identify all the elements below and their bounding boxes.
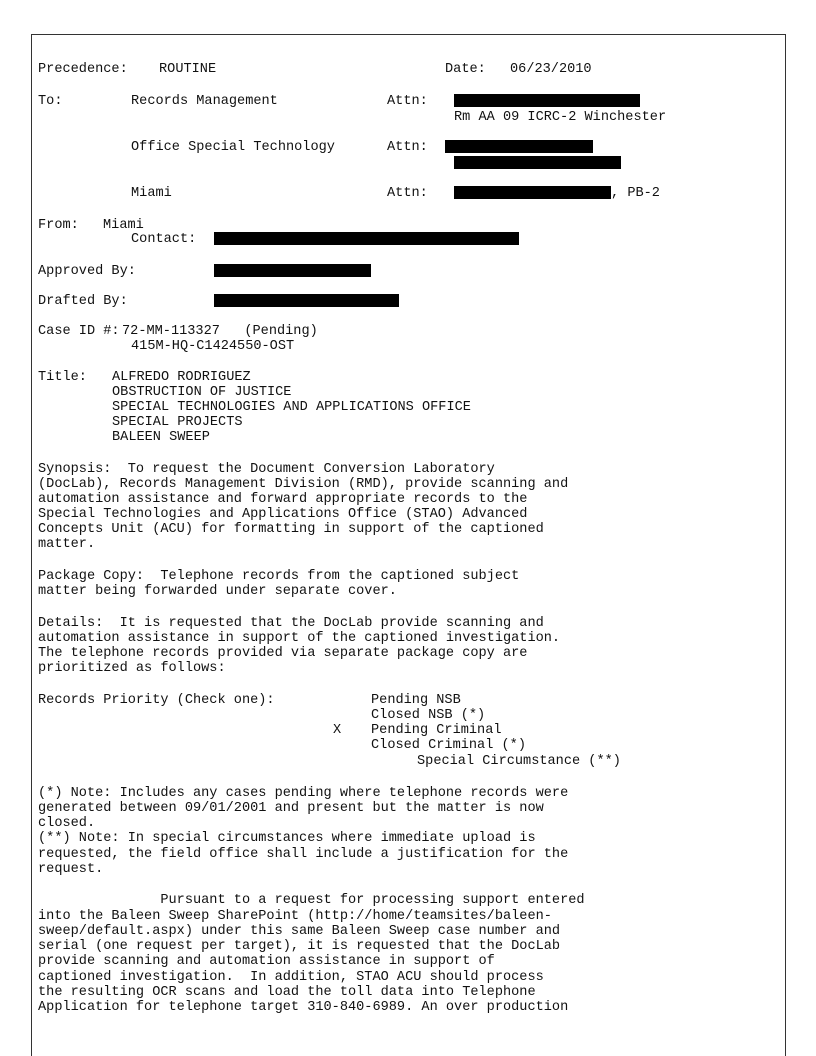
priority-option: Pending NSB bbox=[371, 693, 461, 708]
body-line: serial (one request per target), it is requested that the DocLab bbox=[38, 939, 561, 954]
precedence-value: ROUTINE bbox=[159, 62, 217, 77]
title-line: OBSTRUCTION OF JUSTICE bbox=[112, 385, 292, 400]
priority-option-selected: Pending Criminal bbox=[371, 723, 502, 738]
case-id-label: Case ID #: bbox=[38, 324, 120, 339]
to-recipient-3: Miami bbox=[131, 186, 172, 201]
approved-by-label: Approved By: bbox=[38, 264, 136, 279]
redaction-block bbox=[454, 94, 640, 107]
date-value: 06/23/2010 bbox=[510, 62, 592, 77]
synopsis-line: Synopsis: To request the Document Conversion Laboratory bbox=[38, 462, 495, 477]
title-line: ALFREDO RODRIGUEZ bbox=[112, 370, 251, 385]
case-id-line-1: 72-MM-113327 (Pending) bbox=[122, 324, 318, 339]
redaction-block bbox=[214, 232, 519, 245]
title-line: BALEEN SWEEP bbox=[112, 430, 210, 445]
body-line: Pursuant to a request for processing support entered bbox=[38, 893, 585, 908]
details-line: The telephone records provided via separate package copy are bbox=[38, 646, 528, 661]
synopsis-line: Special Technologies and Applications Office (STAO) Advanced bbox=[38, 507, 528, 522]
from-value: Miami bbox=[103, 218, 144, 233]
package-copy-line: Package Copy: Telephone records from the captioned subject bbox=[38, 569, 520, 584]
package-copy-line: matter being forwarded under separate cover. bbox=[38, 584, 397, 599]
date-label: Date: bbox=[445, 62, 486, 77]
body-line: into the Baleen Sweep SharePoint (http://home/teamsites/baleen- bbox=[38, 909, 552, 924]
records-priority-label: Records Priority (Check one): bbox=[38, 693, 275, 708]
redaction-block bbox=[454, 156, 621, 169]
to-recipient-3-suffix: , PB-2 bbox=[611, 186, 660, 201]
note-line: (**) Note: In special circumstances where immediate upload is bbox=[38, 831, 536, 846]
note-line: (*) Note: Includes any cases pending where telephone records were bbox=[38, 786, 569, 801]
body-line: provide scanning and automation assistance in support of bbox=[38, 954, 495, 969]
redaction-block bbox=[445, 140, 593, 153]
title-line: SPECIAL PROJECTS bbox=[112, 415, 243, 430]
priority-option: Closed Criminal (*) bbox=[371, 738, 526, 753]
synopsis-line: automation assistance and forward appropriate records to the bbox=[38, 492, 528, 507]
redaction-block bbox=[214, 264, 371, 277]
note-line: closed. bbox=[38, 816, 96, 831]
to-label: To: bbox=[38, 94, 63, 109]
details-line: Details: It is requested that the DocLab provide scanning and bbox=[38, 616, 544, 631]
synopsis-line: Concepts Unit (ACU) for formatting in support of the captioned bbox=[38, 522, 544, 537]
precedence-label: Precedence: bbox=[38, 62, 128, 77]
title-line: SPECIAL TECHNOLOGIES AND APPLICATIONS OFFICE bbox=[112, 400, 471, 415]
attn-label-2: Attn: bbox=[387, 140, 428, 155]
body-line: captioned investigation. In addition, STAO ACU should process bbox=[38, 970, 544, 985]
body-line: the resulting OCR scans and load the toll data into Telephone bbox=[38, 985, 536, 1000]
case-id-line-2: 415M-HQ-C1424550-OST bbox=[131, 339, 295, 354]
contact-label: Contact: bbox=[131, 232, 197, 247]
note-line: request. bbox=[38, 862, 104, 877]
to-recipient-1: Records Management bbox=[131, 94, 278, 109]
synopsis-line: (DocLab), Records Management Division (RMD), provide scanning and bbox=[38, 477, 569, 492]
body-line: sweep/default.aspx) under this same Baleen Sweep case number and bbox=[38, 924, 561, 939]
note-line: generated between 09/01/2001 and present but the matter is now bbox=[38, 801, 544, 816]
priority-option: Special Circumstance (**) bbox=[417, 754, 621, 769]
to-recipient-2: Office Special Technology bbox=[131, 140, 335, 155]
title-label: Title: bbox=[38, 370, 87, 385]
priority-check-mark: X bbox=[333, 723, 342, 738]
synopsis-line: matter. bbox=[38, 537, 96, 552]
from-label: From: bbox=[38, 218, 79, 233]
body-line: Application for telephone target 310-840-6989. An over production bbox=[38, 1000, 569, 1015]
to-recipient-1-room: Rm AA 09 ICRC-2 Winchester bbox=[454, 110, 667, 125]
priority-option: Closed NSB (*) bbox=[371, 708, 486, 723]
attn-label-1: Attn: bbox=[387, 94, 428, 109]
attn-label-3: Attn: bbox=[387, 186, 428, 201]
note-line: requested, the field office shall include a justification for the bbox=[38, 847, 569, 862]
redaction-block bbox=[454, 186, 611, 199]
details-line: automation assistance in support of the captioned investigation. bbox=[38, 631, 561, 646]
redaction-block bbox=[214, 294, 399, 307]
drafted-by-label: Drafted By: bbox=[38, 294, 128, 309]
details-line: prioritized as follows: bbox=[38, 661, 226, 676]
